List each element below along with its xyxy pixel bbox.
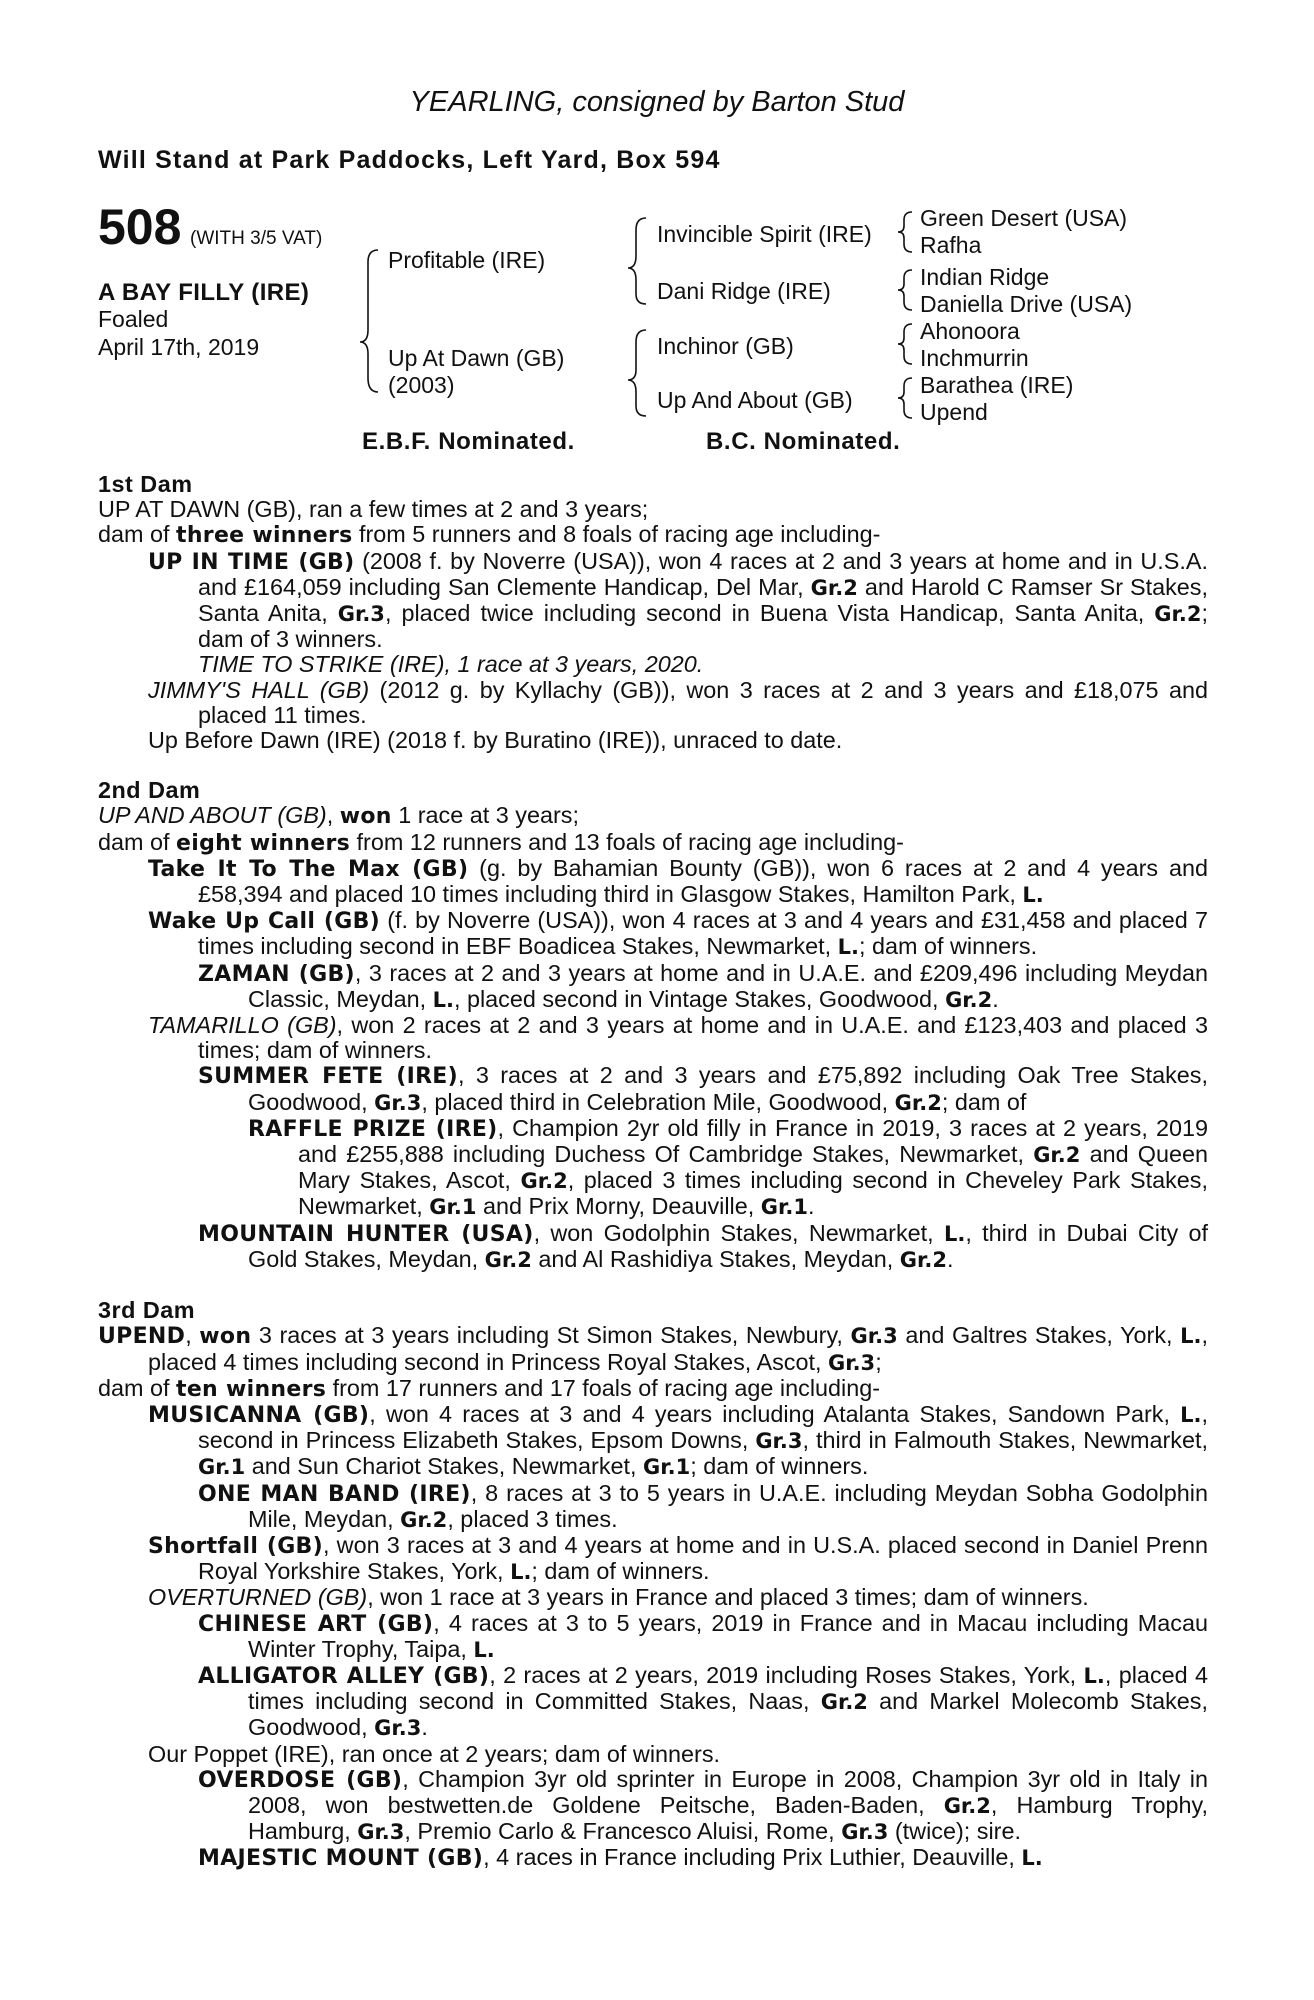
text: , third in Dubai City of Gold Stakes, Meydan,	[248, 1219, 1209, 1272]
text: ; dam of winners.	[531, 1558, 710, 1585]
text: dam of	[98, 828, 177, 855]
third-dam-intro: UPEND, won 3 races at 3 years including St Simon Stakes, Newbury, Gr.3 and Galtres Stakes, York, L., placed 4 times including second in Princess Royal Stakes, Ascot, Gr.3;	[98, 1322, 1208, 1375]
grade: Gr.1	[198, 1455, 246, 1480]
text: , placed 4 times including second in Princess Royal Stakes, Ascot,	[148, 1322, 1208, 1375]
text: , Champion 3yr old sprinter in Europe in 2008, Champion 3yr old in Italy in 2008, won bestwetten.de Goldene Peitsche, Baden-Baden,	[248, 1765, 1208, 1818]
text: ;	[875, 1348, 882, 1375]
sire-dam: Dani Ridge (IRE)	[657, 278, 831, 304]
gen3-ancestor: Indian Ridge	[920, 264, 1050, 290]
runner-offspring	[98, 1116, 1208, 1221]
runner-name: ZAMAN (GB)	[198, 961, 355, 987]
listed: L.	[1083, 1663, 1105, 1688]
runner-entry	[98, 1533, 1208, 1585]
dam: Up At Dawn (GB)	[388, 345, 565, 371]
stable-location: Will Stand at Park Paddocks, Left Yard, Box 594	[98, 146, 721, 174]
text: , placed third in Celebration Mile, Goodwood,	[421, 1088, 895, 1115]
runner-entry	[98, 908, 1208, 960]
listed: L.	[1180, 1324, 1202, 1349]
text: .	[992, 985, 999, 1012]
won-label: won	[339, 804, 392, 830]
grade: Gr.2	[810, 575, 858, 600]
listed: L.	[473, 1637, 495, 1662]
runner-name: OVERTURNED (GB)	[148, 1584, 368, 1611]
catalogue-title: YEARLING, consigned by Barton Stud	[409, 86, 905, 118]
text: , placed 3 times.	[447, 1505, 618, 1532]
listed: L.	[510, 1560, 532, 1585]
winners-count: ten winners	[176, 1376, 327, 1402]
text: and Prix Morny, Deauville,	[476, 1193, 761, 1220]
runner-name: ALLIGATOR ALLEY (GB)	[198, 1663, 490, 1689]
text: and Queen Mary Stakes, Ascot,	[298, 1141, 1208, 1194]
text: dam of	[98, 1374, 177, 1401]
runner-name: RAFFLE PRIZE (IRE)	[248, 1116, 498, 1142]
text: ; dam of winners.	[859, 933, 1038, 960]
runner-entry	[98, 1013, 1208, 1063]
first-dam-heading: 1st Dam	[98, 471, 193, 497]
runner-entry: Our Poppet (IRE), ran once at 2 years; dam of winners.	[148, 1740, 721, 1767]
text: , second in Princess Elizabeth Stakes, Epsom Downs,	[198, 1400, 1209, 1454]
grade: Gr.1	[429, 1195, 477, 1220]
runner-name: MAJESTIC MOUNT (GB)	[198, 1846, 484, 1872]
grade: Gr.3	[827, 1350, 876, 1375]
text: and Harold C Ramser Sr Stakes, Santa Anita,	[198, 573, 1209, 627]
gen3-ancestor: Rafha	[920, 232, 982, 258]
text: .	[421, 1714, 428, 1741]
text: , third in Falmouth Stakes, Newmarket,	[802, 1427, 1208, 1454]
vat-note: (WITH 3/5 VAT)	[190, 228, 323, 249]
grade: Gr.3	[374, 1716, 422, 1741]
text: (twice); sire.	[888, 1818, 1021, 1845]
grade: Gr.2	[1154, 602, 1202, 627]
grade: Gr.2	[1033, 1143, 1081, 1168]
dam-sire: Inchinor (GB)	[657, 333, 794, 359]
listed: L.	[943, 1221, 966, 1246]
grade: Gr.2	[484, 1247, 532, 1272]
text: , 8 races at 3 to 5 years in U.A.E. including Meydan Sobha Godolphin Mile, Meydan,	[248, 1479, 1208, 1532]
runner-offspring	[98, 1481, 1208, 1533]
runner-entry	[98, 1585, 1208, 1610]
runner-offspring	[98, 1767, 1208, 1846]
runner-entry	[98, 678, 1208, 728]
text: from 12 runners and 13 foals of racing age including-	[350, 828, 904, 855]
text: .	[947, 1245, 954, 1272]
text: , won Godolphin Stakes, Newmarket,	[533, 1219, 944, 1246]
grade: Gr.2	[899, 1247, 947, 1272]
grade: Gr.1	[643, 1455, 691, 1480]
runner-name: Wake Up Call (GB)	[148, 909, 381, 935]
text: 1 race at 3 years;	[391, 802, 579, 829]
runner-name: MOUNTAIN HUNTER (USA)	[198, 1221, 534, 1247]
foaled-label: Foaled	[98, 306, 169, 332]
runner-name: SUMMER FETE (IRE)	[198, 1064, 458, 1090]
grade: Gr.2	[400, 1507, 448, 1532]
text: and Al Rashidiya Stakes, Meydan,	[531, 1245, 900, 1272]
text: , Premio Carlo & Francesco Aluisi, Rome,	[404, 1818, 842, 1845]
listed: L.	[432, 987, 454, 1012]
grade: Gr.2	[945, 987, 993, 1012]
gen3-ancestor: Barathea (IRE)	[920, 372, 1074, 398]
listed: L.	[1021, 1846, 1043, 1871]
dam-name: UP AND ABOUT (GB)	[98, 802, 327, 829]
text: (f. by Noverre (USA)), won 4 races at 3 and 4 years and £31,458 and placed 7 times including second in EBF Boadicea Stakes, Newmarket,	[198, 907, 1208, 960]
runner-name: OVERDOSE (GB)	[198, 1767, 403, 1793]
grade: Gr.1	[760, 1195, 808, 1220]
runner-entry	[98, 549, 1208, 653]
runner-offspring: TIME TO STRIKE (IRE), 1 race at 3 years, 2020.	[198, 651, 704, 678]
runner-offspring	[98, 1221, 1208, 1273]
gen3-ancestor: Daniella Drive (USA)	[920, 291, 1133, 317]
third-dam-heading: 3rd Dam	[98, 1297, 196, 1324]
grade: Gr.3	[841, 1820, 889, 1845]
runner-name: MUSICANNA (GB)	[148, 1402, 370, 1428]
second-dam-intro: UP AND ABOUT (GB), won 1 race at 3 years;	[98, 802, 579, 830]
text: , won 2 races at 2 and 3 years at home and in U.A.E. and £123,403 and placed 3 times; dam of winners.	[198, 1012, 1209, 1064]
text: , Hamburg Trophy, Hamburg,	[248, 1791, 1208, 1845]
sire-sire: Invincible Spirit (IRE)	[657, 221, 872, 247]
text: , 4 races at 3 to 5 years, 2019 in France and in Macau including Macau Winter Trophy, Taipa,	[248, 1609, 1208, 1662]
text: , 3 races at 2 and 3 years and £75,892 including Oak Tree Stakes, Goodwood,	[248, 1062, 1208, 1115]
runner-offspring	[98, 1663, 1208, 1742]
runner-offspring	[98, 1611, 1208, 1663]
text: dam of	[98, 521, 177, 548]
text: and Galtres Stakes, York,	[897, 1322, 1181, 1349]
listed: L.	[837, 935, 860, 960]
text: from 17 runners and 17 foals of racing age including-	[326, 1374, 881, 1401]
first-dam-intro: UP AT DAWN (GB), ran a few times at 2 and 3 years;	[98, 496, 649, 523]
dam-name: UPEND	[98, 1324, 186, 1350]
catalogue-body	[98, 472, 1208, 1872]
foaled-date: April 17th, 2019	[98, 334, 260, 360]
text: , won 3 races at 3 and 4 years at home and in U.S.A. placed second in Daniel Prenn Royal Yorkshire Stakes, York,	[198, 1531, 1209, 1585]
text: , placed twice including second in Buena Vista Handicap, Santa Anita,	[384, 600, 1155, 627]
second-dam-heading: 2nd Dam	[98, 777, 201, 804]
listed: L.	[1180, 1402, 1202, 1427]
runner-offspring	[98, 961, 1208, 1013]
text: , 3 races at 2 and 3 years at home and in U.A.E. and £209,496 including Meydan Classic, Meydan,	[248, 959, 1208, 1012]
runner-name: Take It To The Max (GB)	[148, 856, 469, 882]
text: , placed second in Vintage Stakes, Goodwood,	[453, 985, 946, 1012]
text: , 4 races in France including Prix Luthier, Deauville,	[483, 1844, 1022, 1871]
runner-name: CHINESE ART (GB)	[198, 1611, 434, 1637]
sire: Profitable (IRE)	[388, 247, 546, 273]
text: (2012 g. by Kyllachy (GB)), won 3 races at 2 and 3 years and £18,075 and placed 11 times.	[198, 676, 1208, 728]
text: (2008 f. by Noverre (USA)), won 4 races at 2 and 3 years at home and in U.S.A. and £164,059 including San Clemente Handicap, Del Mar,	[198, 547, 1208, 600]
grade: Gr.3	[357, 1820, 405, 1845]
ebf-nomination: E.B.F. Nominated.	[362, 428, 575, 455]
text: , won 1 race at 3 years in France and placed 3 times; dam of winners.	[367, 1584, 1089, 1611]
grade: Gr.3	[337, 602, 385, 627]
text: , won 4 races at 3 and 4 years including Atalanta Stakes, Sandown Park,	[369, 1400, 1181, 1427]
winners-count: three winners	[176, 523, 353, 549]
text: , placed 4 times including second in Committed Stakes, Naas,	[248, 1661, 1208, 1715]
runner-name: UP IN TIME (GB)	[148, 549, 355, 575]
runner-entry	[98, 856, 1208, 908]
lot-number: 508	[98, 199, 182, 255]
text: 3 races at 3 years including St Simon Stakes, Newbury,	[251, 1322, 851, 1349]
gen3-ancestor: Ahonoora	[920, 318, 1020, 344]
text: and Sun Chariot Stakes, Newmarket,	[245, 1453, 644, 1480]
text: , Champion 2yr old filly in France in 2019, 3 races at 2 years, 2019 and £255,888 including Duchess Of Cambridge Stakes, Newmarket,	[298, 1114, 1208, 1168]
grade: Gr.2	[894, 1090, 942, 1115]
text: and Markel Molecomb Stakes, Goodwood,	[248, 1688, 1208, 1741]
text: ; dam of 3 winners.	[198, 600, 1208, 653]
text: ; dam of winners.	[690, 1453, 869, 1480]
text: from 5 runners and 8 foals of racing age including-	[352, 521, 881, 548]
text: (g. by Bahamian Bounty (GB)), won 6 races at 2 and 4 years and £58,394 and placed 10 times including third in Glasgow Stakes, Hamilton Park,	[198, 854, 1209, 908]
listed: L.	[1022, 883, 1044, 908]
grade: Gr.2	[820, 1690, 868, 1715]
text: .	[807, 1193, 815, 1220]
runner-entry	[98, 1402, 1208, 1481]
text: , 2 races at 2 years, 2019 including Roses Stakes, York,	[489, 1661, 1084, 1688]
grade: Gr.3	[850, 1324, 898, 1349]
dam-dam: Up And About (GB)	[657, 387, 853, 413]
gen3-ancestor: Green Desert (USA)	[920, 205, 1128, 231]
runner-name: ONE MAN BAND (IRE)	[198, 1481, 471, 1507]
grade: Gr.3	[755, 1429, 803, 1454]
runner-name: Shortfall (GB)	[148, 1533, 323, 1559]
runner-name: TAMARILLO (GB)	[148, 1012, 337, 1039]
runner-offspring	[98, 1063, 1208, 1115]
grade: Gr.2	[943, 1793, 991, 1818]
winners-count: eight winners	[176, 830, 351, 856]
dam-year: (2003)	[388, 372, 455, 398]
gen3-ancestor: Inchmurrin	[920, 345, 1029, 371]
bc-nomination: B.C. Nominated.	[706, 428, 901, 455]
third-dam-produce	[98, 1376, 1208, 1402]
runner-name: JIMMY'S HALL (GB)	[148, 676, 370, 703]
first-dam-produce	[98, 522, 1208, 548]
grade: Gr.2	[520, 1169, 568, 1194]
text: , placed 3 times including second in Cheveley Park Stakes, Newmarket,	[298, 1167, 1208, 1220]
second-dam-produce	[98, 830, 1208, 856]
text: ; dam of	[941, 1088, 1027, 1115]
gen3-ancestor: Upend	[920, 399, 988, 425]
won-label: won	[199, 1324, 252, 1350]
horse-name: A BAY FILLY (IRE)	[98, 279, 310, 306]
runner-offspring	[98, 1845, 1208, 1871]
runner-entry: Up Before Dawn (IRE) (2018 f. by Buratino (IRE)), unraced to date.	[148, 727, 843, 754]
grade: Gr.3	[374, 1090, 422, 1115]
